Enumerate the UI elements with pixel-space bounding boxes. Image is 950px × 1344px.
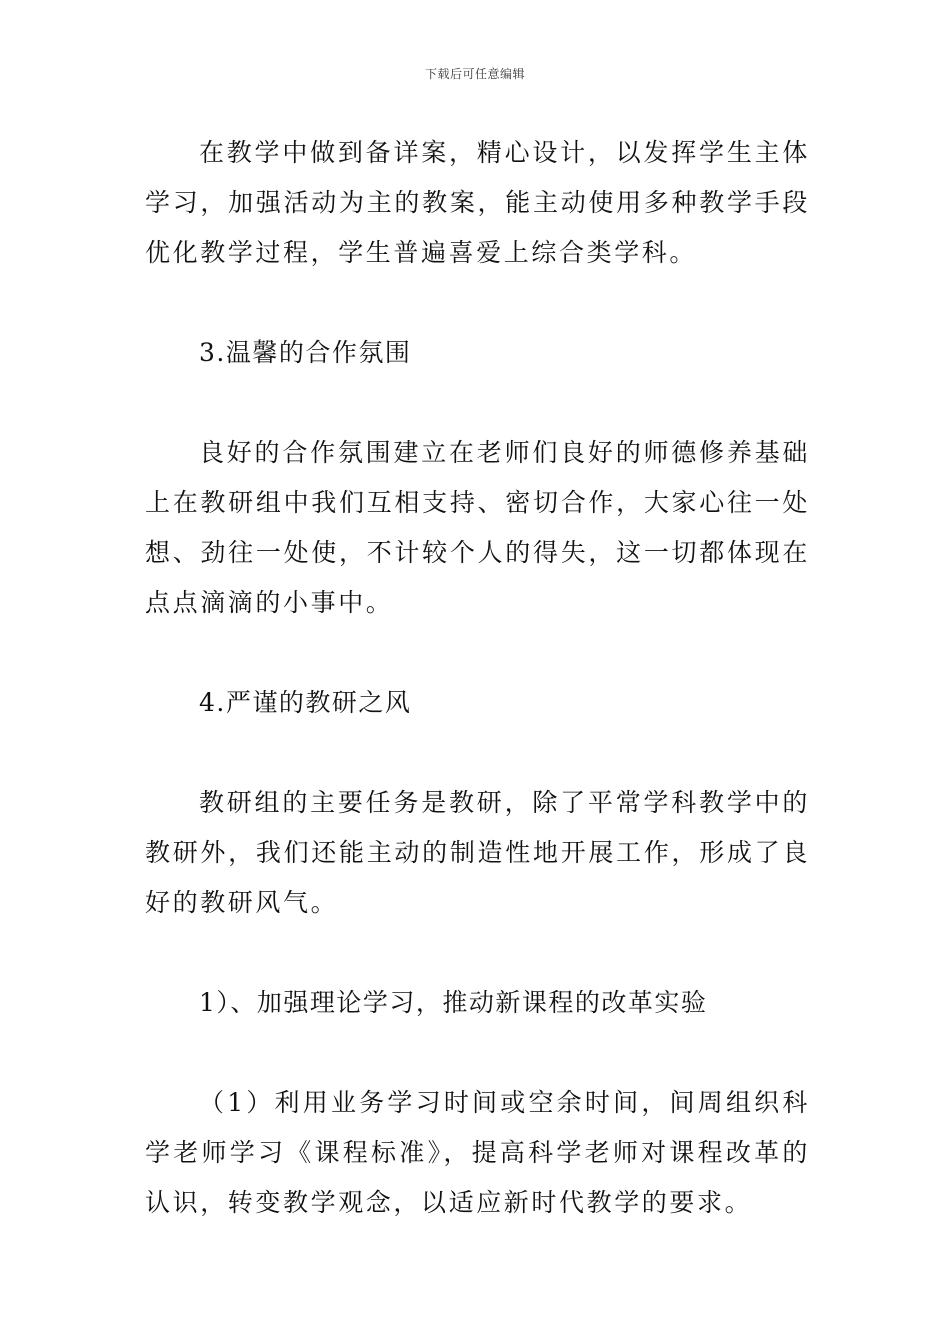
document-body xyxy=(145,128,810,1228)
heading-research-style: 4.严谨的教研之风 xyxy=(199,688,412,717)
paragraph-spacer xyxy=(145,278,810,328)
heading-cooperation-atmosphere: 3.温馨的合作氛围 xyxy=(199,338,412,367)
paragraph-spacer xyxy=(145,628,810,678)
paragraph-cooperation: 良好的合作氛围建立在老师们良好的师德修养基础上在教研组中我们互相支持、密切合作，大家心往一处想、劲往一处使，不计较个人的得失，这一切都体现在点点滴滴的小事中。 xyxy=(145,438,810,617)
paragraph-research-task: 教研组的主要任务是教研，除了平常学科教学中的教研外，我们还能主动的制造性地开展工作，形成了良好的教研风气。 xyxy=(145,788,810,917)
paragraph-spacer xyxy=(145,378,810,428)
paragraph-teaching-design: 在教学中做到备详案，精心设计，以发挥学生主体学习，加强活动为主的教案，能主动使用多种教学手段优化教学过程，学生普遍喜爱上综合类学科。 xyxy=(145,138,810,267)
page-header-note: 下载后可任意编辑 xyxy=(424,67,525,81)
heading-theory-study: 1）、加强理论学习，推动新课程的改革实验 xyxy=(199,988,708,1017)
paragraph-spacer xyxy=(145,728,810,778)
paragraph-study-standards: （1）利用业务学习时间或空余时间，间周组织科学老师学习《课程标准》，提高科学老师对课程改革的认识，转变教学观念，以适应新时代教学的要求。 xyxy=(145,1088,810,1217)
paragraph-spacer xyxy=(145,928,810,978)
paragraph-spacer xyxy=(145,1028,810,1078)
